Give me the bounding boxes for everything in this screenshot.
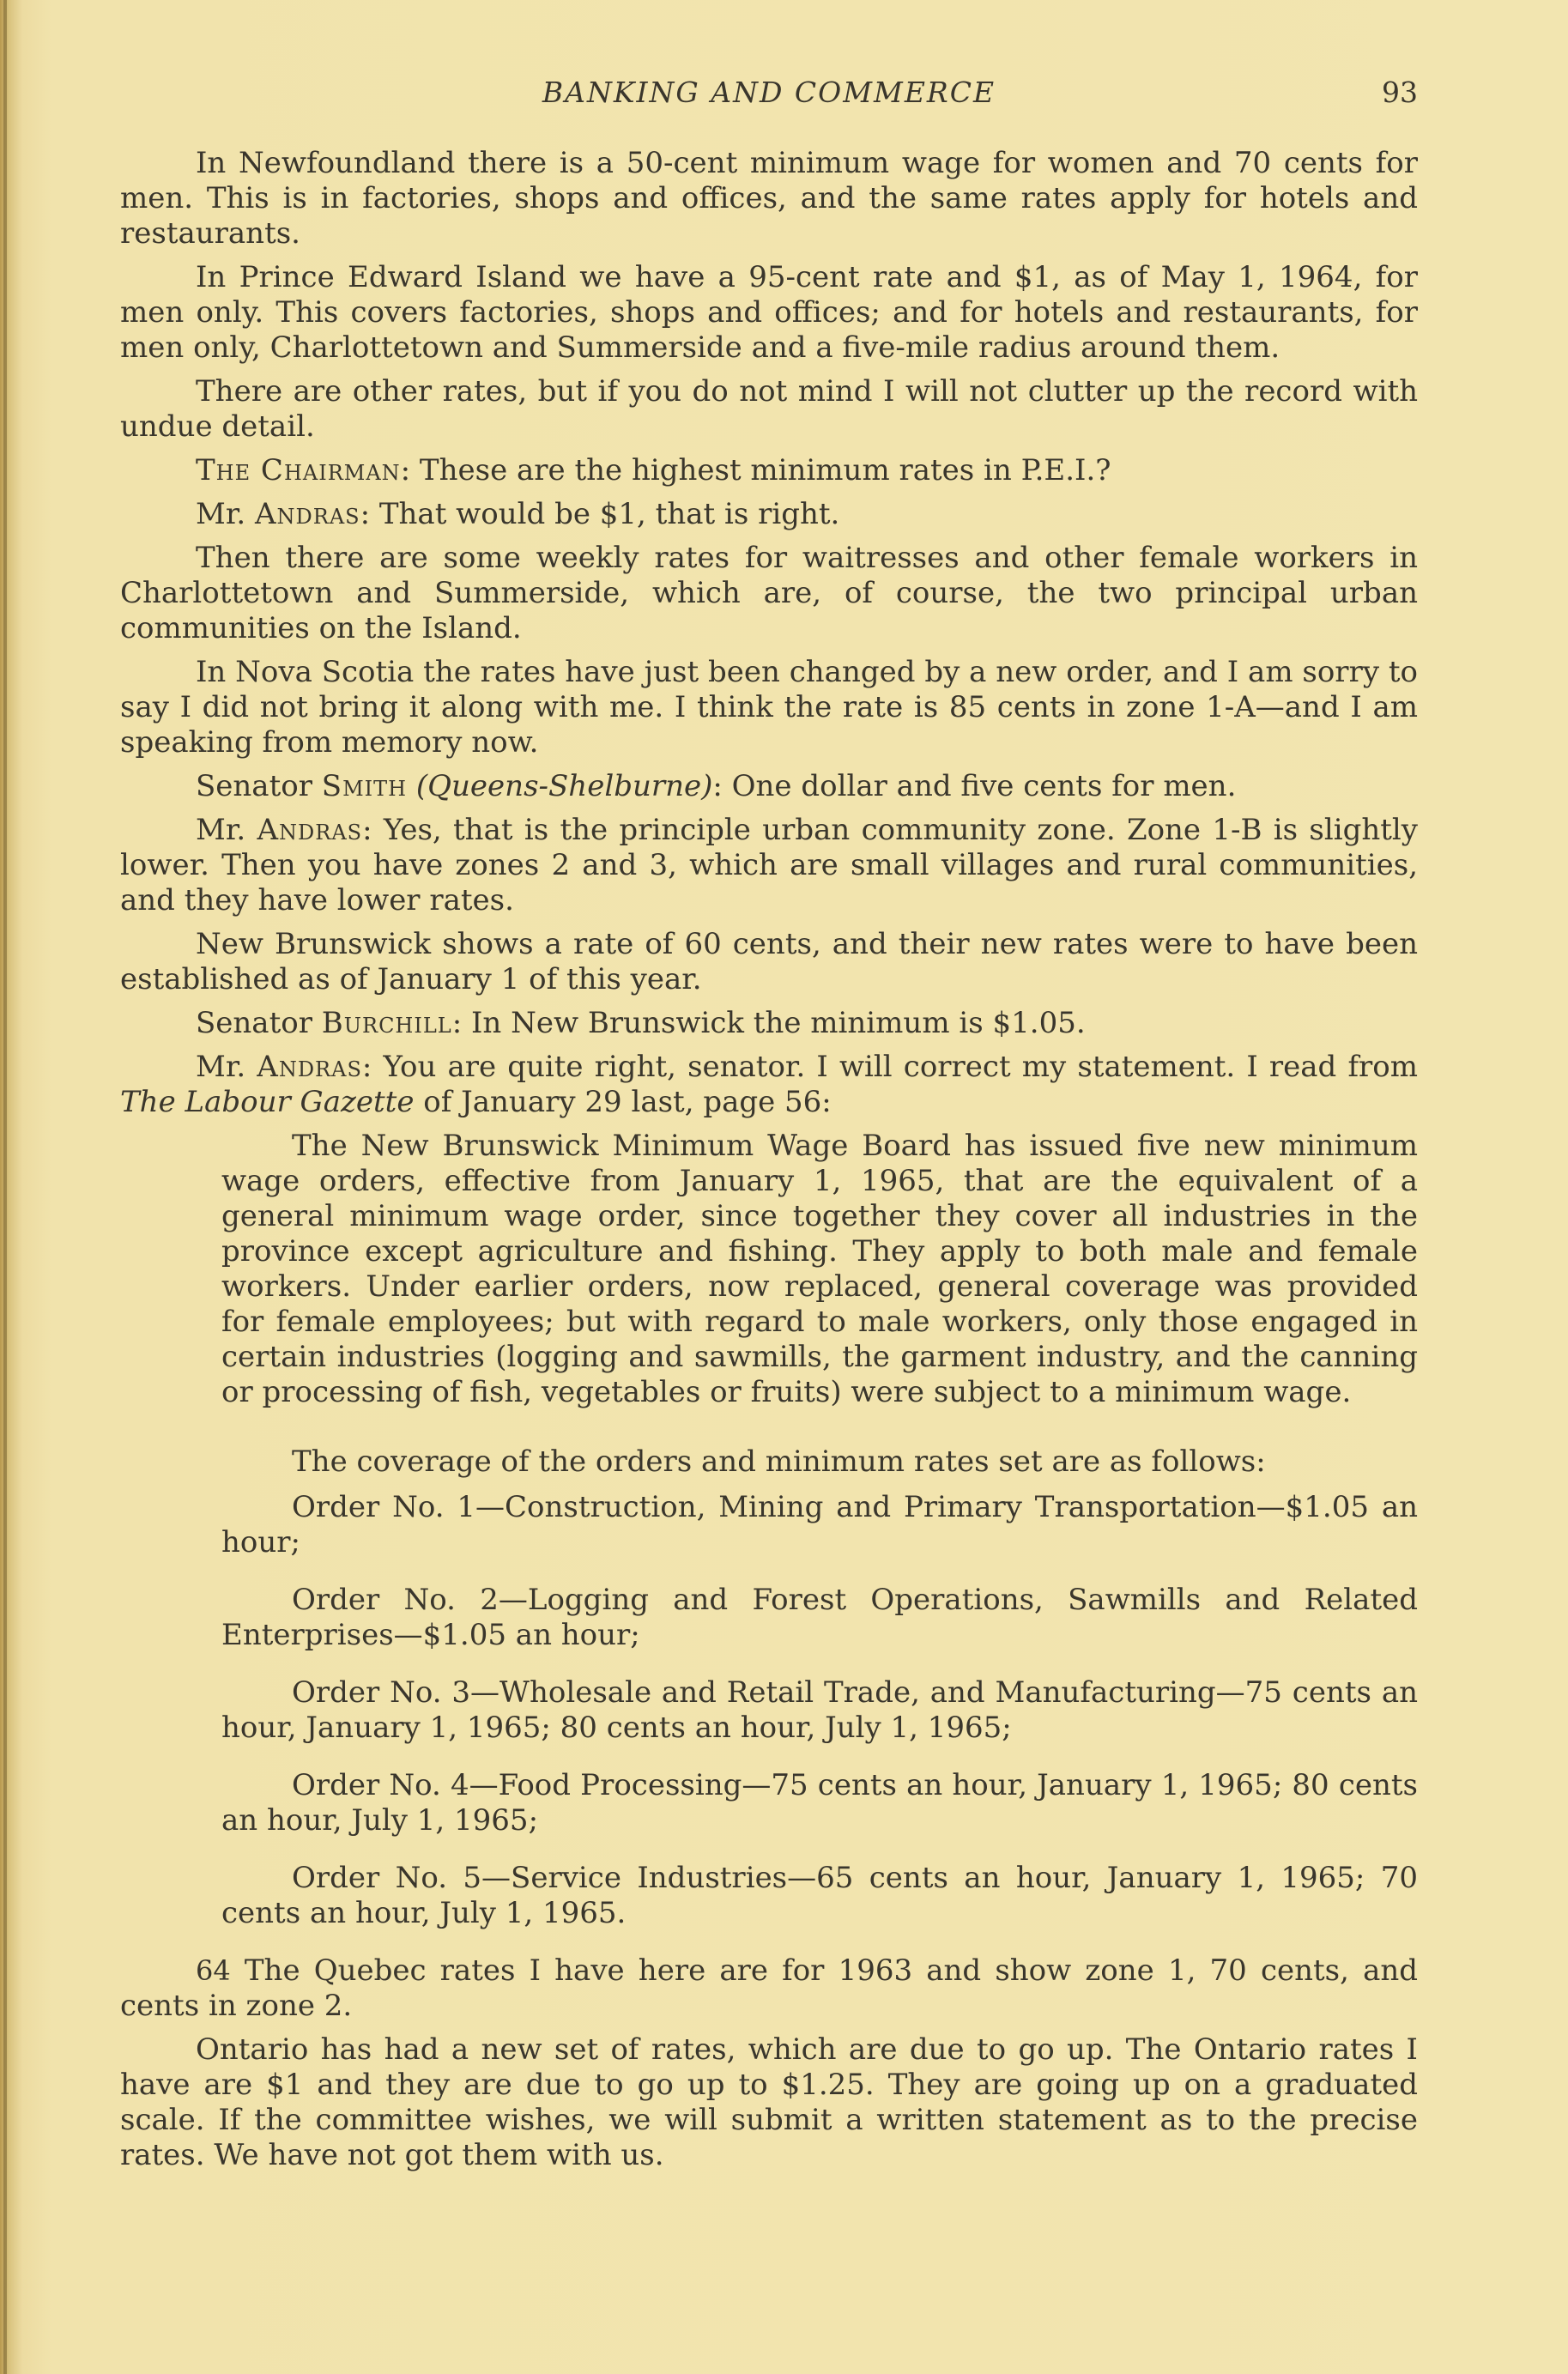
paragraph-other-rates: There are other rates, but if you do not mind I will not clutter up the record with undue detail. bbox=[120, 374, 1418, 444]
speaker-name: Andras bbox=[254, 497, 360, 531]
order-item: Order No. 2—Logging and Forest Operations, Sawmills and Related Enterprises—$1.05 an hour; bbox=[221, 1583, 1418, 1652]
paragraph-chairman bbox=[120, 453, 1418, 488]
speech-text: : That would be $1, that is right. bbox=[360, 497, 840, 531]
speech-text: : These are the highest minimum rates in P.E.I.? bbox=[400, 453, 1111, 488]
order-item: Order No. 5—Service Industries—65 cents an hour, January 1, 1965; 70 cents an hour, July 1, 1965. bbox=[221, 1861, 1418, 1930]
speaker-title: Mr. bbox=[196, 813, 257, 847]
paragraph-pei: In Prince Edward Island we have a 95-cent rate and $1, as of May 1, 1964, for men only. This covers factories, shops and offices; and for hotels and restaurants, for men only, Charlottetown and Summerside and a five-mile radius around them. bbox=[120, 260, 1418, 365]
paragraph-burchill bbox=[120, 1006, 1418, 1041]
speaker-title: Mr. bbox=[196, 497, 255, 531]
paragraph-andras-2 bbox=[120, 813, 1418, 918]
binding-edge bbox=[3, 0, 7, 2374]
page-number: 93 bbox=[1382, 76, 1418, 109]
speech-text: : You are quite right, senator. I will correct my statement. I read from bbox=[361, 1050, 1418, 1084]
speaker-name: The Chairman bbox=[196, 453, 401, 488]
order-item: Order No. 1—Construction, Mining and Primary Transportation—$1.05 an hour; bbox=[221, 1490, 1418, 1559]
speaker-name: Andras bbox=[257, 1050, 362, 1084]
speaker-title: Senator bbox=[196, 769, 322, 803]
publication-title: The Labour Gazette bbox=[120, 1085, 415, 1119]
running-title: BANKING AND COMMERCE bbox=[542, 76, 996, 109]
paragraph-quebec bbox=[120, 1953, 1418, 2024]
body-text bbox=[120, 146, 1418, 2182]
paragraph-nova-scotia: In Nova Scotia the rates have just been changed by a new order, and I am sorry to say I did not bring it along with me. I think the rate is 85 cents in zone 1-A—and I am speaking from memory now. bbox=[120, 655, 1418, 760]
speech-text: of January 29 last, page 56: bbox=[414, 1085, 832, 1119]
paragraph-smith bbox=[120, 769, 1418, 804]
speaker-riding: (Queens-Shelburne) bbox=[415, 769, 713, 803]
speaker-name: Smith bbox=[321, 769, 408, 803]
margin-number: 64 bbox=[196, 1954, 231, 1987]
speech-text: : In New Brunswick the minimum is $1.05. bbox=[451, 1006, 1086, 1040]
paragraph-ontario: Ontario has had a new set of rates, which are due to go up. The Ontario rates I have are $1 and they are due to go up to $1.25. They are going up on a graduated scale. If the committee wishes, we will submit a written statement as to the precise rates. We have not got them with us. bbox=[120, 2032, 1418, 2172]
paragraph-text: The Quebec rates I have here are for 1963 and show zone 1, 70 cents, and cents in zone 2. bbox=[120, 1953, 1418, 2023]
paragraph-newfoundland: In Newfoundland there is a 50-cent minimum wage for women and 70 cents for men. This is in factories, shops and offices, and the same rates apply for hotels and restaurants. bbox=[120, 146, 1418, 251]
paragraph-andras-1 bbox=[120, 497, 1418, 532]
speaker-name: Andras bbox=[257, 813, 363, 847]
page-header bbox=[120, 76, 1418, 118]
order-item: Order No. 3—Wholesale and Retail Trade, and Manufacturing—75 cents an hour, January 1, 1965; 80 cents an hour, July 1, 1965; bbox=[221, 1675, 1418, 1745]
paragraph-weekly-rates: Then there are some weekly rates for waitresses and other female workers in Charlottetown and Summerside, which are, of course, the two principal urban communities on the Island. bbox=[120, 541, 1418, 645]
quote-paragraph: The coverage of the orders and minimum rates set are as follows: bbox=[292, 1444, 1266, 1479]
block-quotation bbox=[221, 1129, 1418, 1931]
speaker-title: Mr. bbox=[196, 1050, 257, 1084]
speech-text: : One dollar and five cents for men. bbox=[712, 769, 1237, 803]
speaker-name: Burchill bbox=[321, 1006, 452, 1040]
paragraph-andras-3 bbox=[120, 1050, 1418, 1120]
quote-paragraph: The New Brunswick Minimum Wage Board has issued five new minimum wage orders, effective from January 1, 1965, that are the equivalent of a general minimum wage order, since together they cover all industries in the province except agriculture and fishing. They apply to both male and female workers. Under earlier orders, now replaced, general coverage was provided for female employees; but with regard to male workers, only those engaged in certain industries (logging and sawmills, the garment industry, and the canning or processing of fish, vegetables or fruits) were subject to a minimum wage. bbox=[221, 1129, 1418, 1409]
speech-text: : Yes, that is the principle urban community zone. Zone 1-B is slightly lower. Then you have zones 2 and 3, which are small villages and rural communities, and they have lower rates. bbox=[120, 813, 1418, 918]
speaker-title: Senator bbox=[196, 1006, 322, 1040]
order-item: Order No. 4—Food Processing—75 cents an hour, January 1, 1965; 80 cents an hour, July 1, 1965; bbox=[221, 1768, 1418, 1838]
paragraph-new-brunswick: New Brunswick shows a rate of 60 cents, and their new rates were to have been established as of January 1 of this year. bbox=[120, 927, 1418, 996]
